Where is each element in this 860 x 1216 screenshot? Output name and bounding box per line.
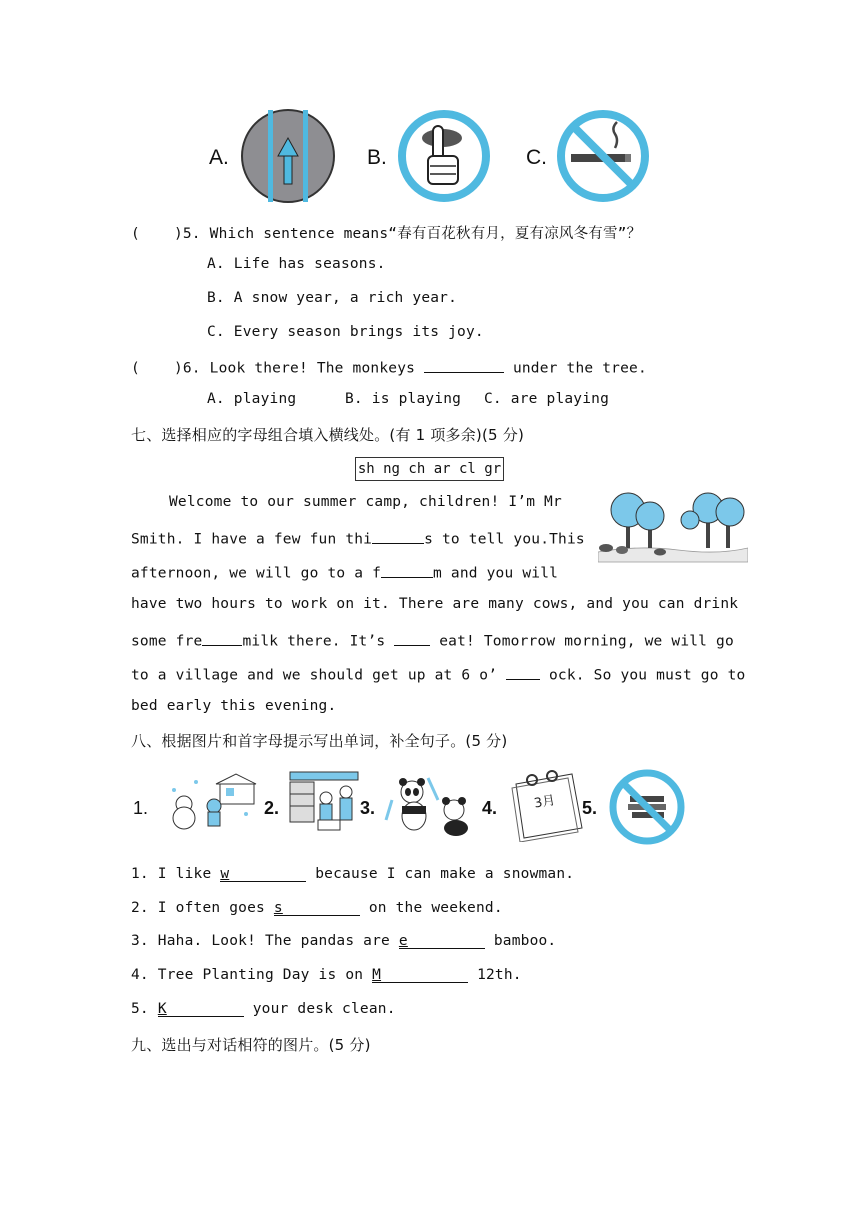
snowman-winter-picture: [166, 770, 262, 834]
question-5: [131, 222, 641, 243]
question-5-option-a: A. Life has seasons.: [207, 256, 386, 272]
question-6-blank[interactable]: [424, 357, 504, 373]
shopping-picture: [288, 768, 360, 836]
passage-blank-2[interactable]: [381, 562, 433, 578]
calendar-month-text: 3月: [532, 793, 557, 812]
answer-paren-close: ): [173, 226, 183, 242]
sentence-3: [131, 933, 556, 949]
passage-line-3: [131, 562, 558, 582]
letter-combination-box: sh ng ch ar cl gr: [355, 457, 504, 481]
calendar-march-picture: [506, 766, 586, 842]
question-6-option-a: A. playing: [207, 391, 297, 407]
keep-quiet-sign-icon: [396, 108, 492, 204]
question-6-option-b: B. is playing: [345, 391, 462, 407]
sentence-text: bamboo.: [493, 933, 557, 949]
question-6-option-c: C. are playing: [484, 391, 610, 407]
section-9-title: 九、选出与对话相符的图片。(5 分): [131, 1036, 371, 1054]
passage-blank-3[interactable]: [202, 630, 242, 646]
sentence-text: on the weekend.: [368, 900, 503, 916]
picture-label-2: 2.: [264, 798, 280, 818]
question-6: [131, 357, 647, 377]
answer-paren-open: (: [131, 360, 140, 377]
passage-text: eat! Tomorrow morning, we will go: [439, 633, 734, 650]
passage-text: m and you will: [433, 565, 559, 582]
passage-line-6: [131, 664, 745, 684]
sentence-text: 2. I often goes: [131, 900, 265, 916]
first-letter-hint: s: [273, 900, 283, 916]
question-6-stem-before: 6. Look there! The monkeys: [182, 360, 416, 377]
passage-line-7: bed early this evening.: [131, 698, 337, 714]
option-a-label: A.: [209, 146, 229, 169]
question-5-option-b: B. A snow year, a rich year.: [207, 290, 458, 306]
passage-line-5: [131, 630, 734, 650]
option-c-label: C.: [526, 146, 547, 169]
picture-label-3: 3.: [360, 798, 376, 818]
sentence-text: 3. Haha. Look! The pandas are: [131, 933, 390, 949]
passage-blank-5[interactable]: [506, 664, 540, 680]
no-smoking-sign-icon: [555, 108, 651, 204]
passage-text: milk there. It’s: [242, 633, 386, 650]
first-letter-hint: M: [372, 967, 382, 983]
passage-line-4: have two hours to work on it. There are many cows, and you can drink: [131, 596, 739, 612]
answer-paren-open: (: [131, 226, 140, 242]
section-7-title: 七、选择相应的字母组合填入横线处。(有 1 项多余)(5 分): [131, 426, 525, 444]
question-6-stem-after: under the tree.: [512, 360, 647, 377]
sentence-5: [131, 1001, 396, 1017]
sentence-1-blank[interactable]: [220, 866, 306, 882]
sentence-text: your desk clean.: [252, 1001, 396, 1017]
sentence-5-blank[interactable]: [158, 1001, 244, 1017]
sentence-4: [131, 967, 522, 983]
no-messy-desk-sign-icon: [608, 768, 686, 846]
passage-text: Smith. I have a few fun thi: [131, 531, 373, 548]
section-8-title: 八、根据图片和首字母提示写出单词，补全句子。(5 分): [131, 732, 508, 750]
passage-blank-1[interactable]: [372, 528, 424, 544]
sentence-text: 5.: [131, 1001, 149, 1017]
passage-text: some fre: [131, 633, 203, 650]
passage-line-2: [131, 528, 585, 548]
passage-blank-4[interactable]: [394, 630, 430, 646]
sentence-2: [131, 900, 503, 916]
option-b-label: B.: [367, 146, 387, 169]
first-letter-hint: K: [157, 1001, 167, 1017]
passage-text: s to tell you.This: [424, 531, 585, 548]
picture-label-5: 5.: [582, 798, 598, 818]
answer-paren-close: ): [173, 360, 183, 377]
sentence-text: 4. Tree Planting Day is on: [131, 967, 364, 983]
passage-text: to a village and we should get up at 6 o’: [131, 667, 498, 684]
sentence-1: [131, 866, 574, 882]
passage-text: afternoon, we will go to a f: [131, 565, 382, 582]
sentence-text: 12th.: [477, 967, 522, 983]
question-5-option-c: C. Every season brings its joy.: [207, 324, 484, 340]
sentence-3-blank[interactable]: [399, 933, 485, 949]
farm-trees-illustration: [598, 490, 748, 570]
pandas-eating-bamboo-picture: [384, 770, 480, 838]
sentence-4-blank[interactable]: [372, 967, 468, 983]
sentence-text: because I can make a snowman.: [315, 866, 575, 882]
question-5-stem: 5. Which sentence means“春有百花秋有月，夏有凉风冬有雪”？: [182, 226, 642, 242]
picture-label-1: 1.: [133, 798, 149, 818]
passage-line-1: Welcome to our summer camp, children! I’m Mr: [169, 494, 562, 510]
picture-label-4: 4.: [482, 798, 498, 818]
sentence-2-blank[interactable]: [274, 900, 360, 916]
first-letter-hint: e: [398, 933, 408, 949]
sentence-text: 1. I like: [131, 866, 212, 882]
passage-text: ock. So you must go to: [549, 667, 746, 684]
first-letter-hint: w: [220, 866, 230, 882]
one-way-road-sign-icon: [240, 108, 336, 204]
